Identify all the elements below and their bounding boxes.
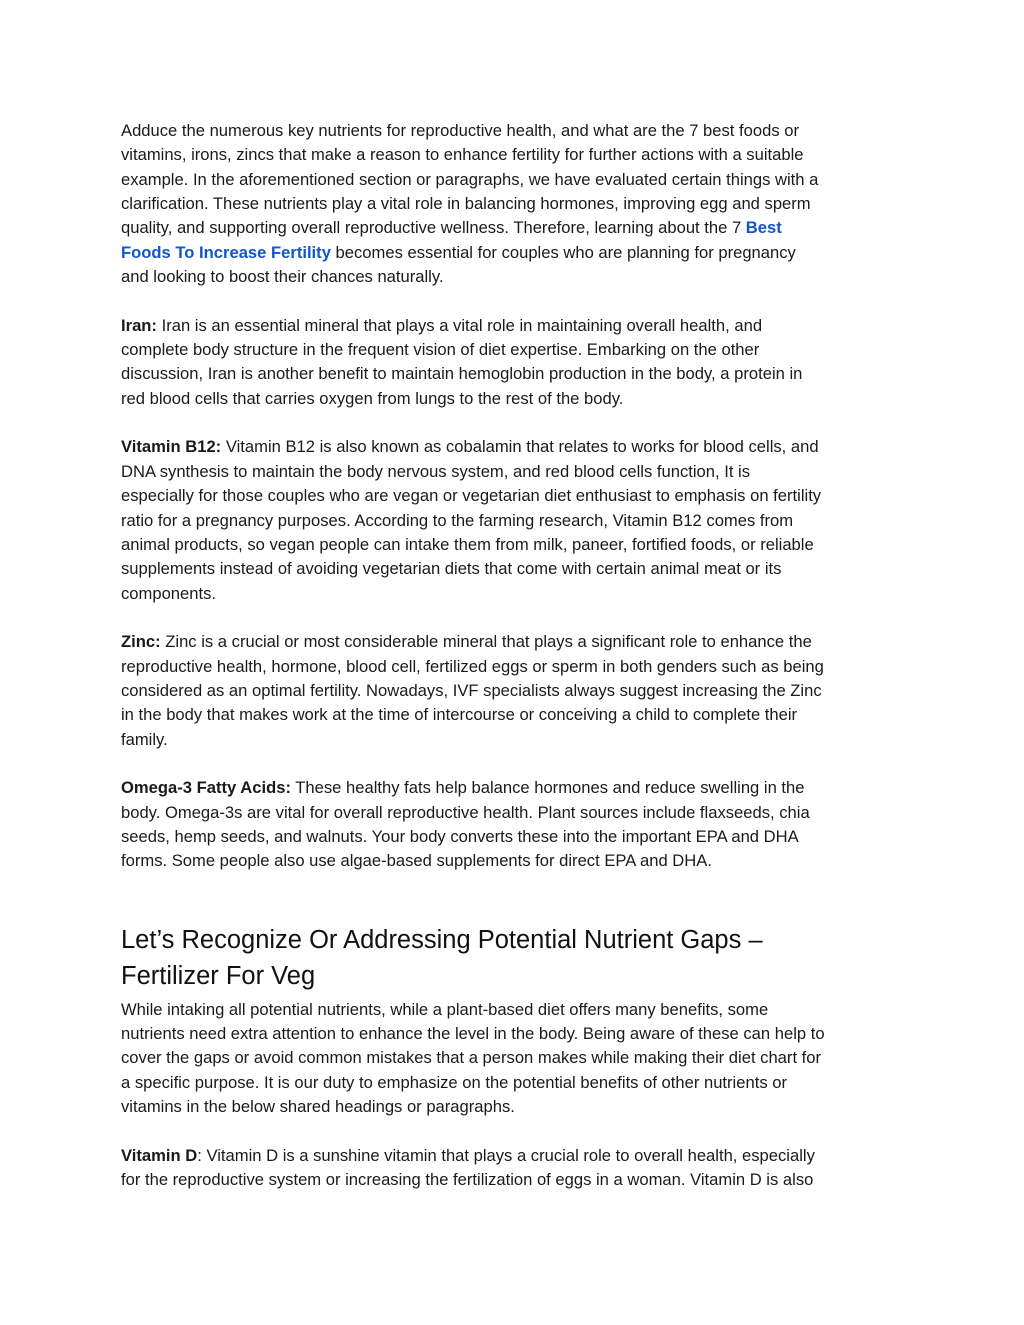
vitamin-b12-label: Vitamin B12: — [121, 437, 222, 457]
text-line: supplements instead of avoiding vegetarian diets that come with certain animal meat or its — [121, 559, 782, 579]
text-line: considered as an optimal fertility. Nowadays, IVF specialists always suggest increasing the Zinc — [121, 680, 822, 700]
text-segment: These healthy fats help balance hormones and reduce swelling in the — [290, 778, 805, 798]
document-page — [121, 119, 911, 1217]
text-line: seeds, hemp seeds, and walnuts. Your body converts these into the important EPA and DHA — [121, 826, 799, 846]
text-line: ratio for a pregnancy purposes. According to the farming research, Vitamin B12 comes from — [121, 510, 794, 530]
text-line — [121, 241, 911, 265]
text-line — [121, 216, 911, 240]
text-line — [121, 1144, 911, 1168]
text-line: red blood cells that carries oxygen from lungs to the rest of the body. — [121, 388, 624, 408]
text-line: reproductive health, hormone, blood cell, fertilized eggs or sperm in both genders such as being — [121, 656, 824, 676]
text-line: Adduce the numerous key nutrients for reproductive health, and what are the 7 best foods or — [121, 121, 799, 140]
best-foods-link[interactable]: Best — [745, 218, 782, 238]
text-line: especially for those couples who are vegan or vegetarian diet enthusiast to emphasis on fertility — [121, 486, 822, 506]
nutrient-gaps-paragraph — [121, 998, 911, 1120]
text-line: discussion, Iran is another benefit to maintain hemoglobin production in the body, a protein in — [121, 364, 803, 384]
text-segment: Iran is an essential mineral that plays a vital role in maintaining overall health, and — [156, 315, 763, 335]
text-line: clarification. These nutrients play a vital role in balancing hormones, improving egg and sperm — [121, 194, 811, 214]
text-line — [121, 776, 911, 800]
text-line: DNA synthesis to maintain the body nervous system, and red blood cells function, It is — [121, 461, 751, 481]
vitamin-d-label: Vitamin D — [121, 1145, 198, 1165]
best-foods-link-continued[interactable]: Foods To Increase Fertility — [121, 242, 331, 262]
heading-line: Let’s Recognize Or Addressing Potential Nutrient Gaps – — [121, 925, 763, 954]
text-segment: Zinc is a crucial or most considerable mineral that plays a significant role to enhance the — [160, 632, 812, 652]
section-heading — [121, 922, 911, 994]
zinc-paragraph — [121, 630, 911, 752]
text-line: While intaking all potential nutrients, while a plant-based diet offers many benefits, some — [121, 999, 769, 1019]
text-line: a specific purpose. It is our duty to emphasize on the potential benefits of other nutrients or — [121, 1072, 787, 1092]
text-line: body. Omega-3s are vital for overall reproductive health. Plant sources include flaxseeds, chia — [121, 802, 810, 822]
intro-paragraph — [121, 119, 911, 289]
heading-line: Fertilizer For Veg — [121, 961, 316, 990]
text-line: cover the gaps or avoid common mistakes that a person makes while making their diet chart for — [121, 1048, 822, 1068]
zinc-label: Zinc: — [121, 632, 161, 652]
vitamin-d-paragraph — [121, 1144, 911, 1193]
omega-3-label: Omega-3 Fatty Acids: — [121, 778, 291, 798]
text-segment: becomes essential for couples who are planning for pregnancy — [330, 242, 796, 262]
text-line: family. — [121, 729, 168, 749]
omega-3-paragraph — [121, 776, 911, 873]
text-segment: : Vitamin D is a sunshine vitamin that plays a crucial role to overall health, especially — [197, 1145, 815, 1165]
text-line — [121, 630, 911, 654]
text-segment: quality, and supporting overall reproductive wellness. Therefore, learning about the 7 — [121, 218, 746, 238]
vitamin-b12-paragraph — [121, 435, 911, 605]
text-line: components. — [121, 583, 217, 603]
text-line: and looking to boost their chances naturally. — [121, 267, 444, 287]
text-segment: Vitamin B12 is also known as cobalamin that relates to works for blood cells, and — [221, 437, 819, 457]
text-line: nutrients need extra attention to enhance the level in the body. Being aware of these can help to — [121, 1024, 825, 1043]
text-line: complete body structure in the frequent vision of diet expertise. Embarking on the other — [121, 340, 760, 360]
text-line: animal products, so vegan people can intake them from milk, paneer, fortified foods, or reliable — [121, 534, 814, 554]
iron-paragraph — [121, 314, 911, 411]
text-line: forms. Some people also use algae-based supplements for direct EPA and DHA. — [121, 851, 712, 871]
text-line: vitamins, irons, zincs that make a reason to enhance fertility for further actions with a suitable — [121, 145, 804, 165]
text-line — [121, 435, 911, 459]
text-line: for the reproductive system or increasing the fertilization of eggs in a woman. Vitamin D is also — [121, 1170, 814, 1190]
text-line: vitamins in the below shared headings or paragraphs. — [121, 1097, 515, 1117]
text-line — [121, 314, 911, 338]
text-line: example. In the aforementioned section or paragraphs, we have evaluated certain things with a — [121, 169, 819, 189]
text-line: in the body that makes work at the time of intercourse or conceiving a child to complete their — [121, 705, 798, 725]
iron-label: Iran: — [121, 315, 157, 335]
